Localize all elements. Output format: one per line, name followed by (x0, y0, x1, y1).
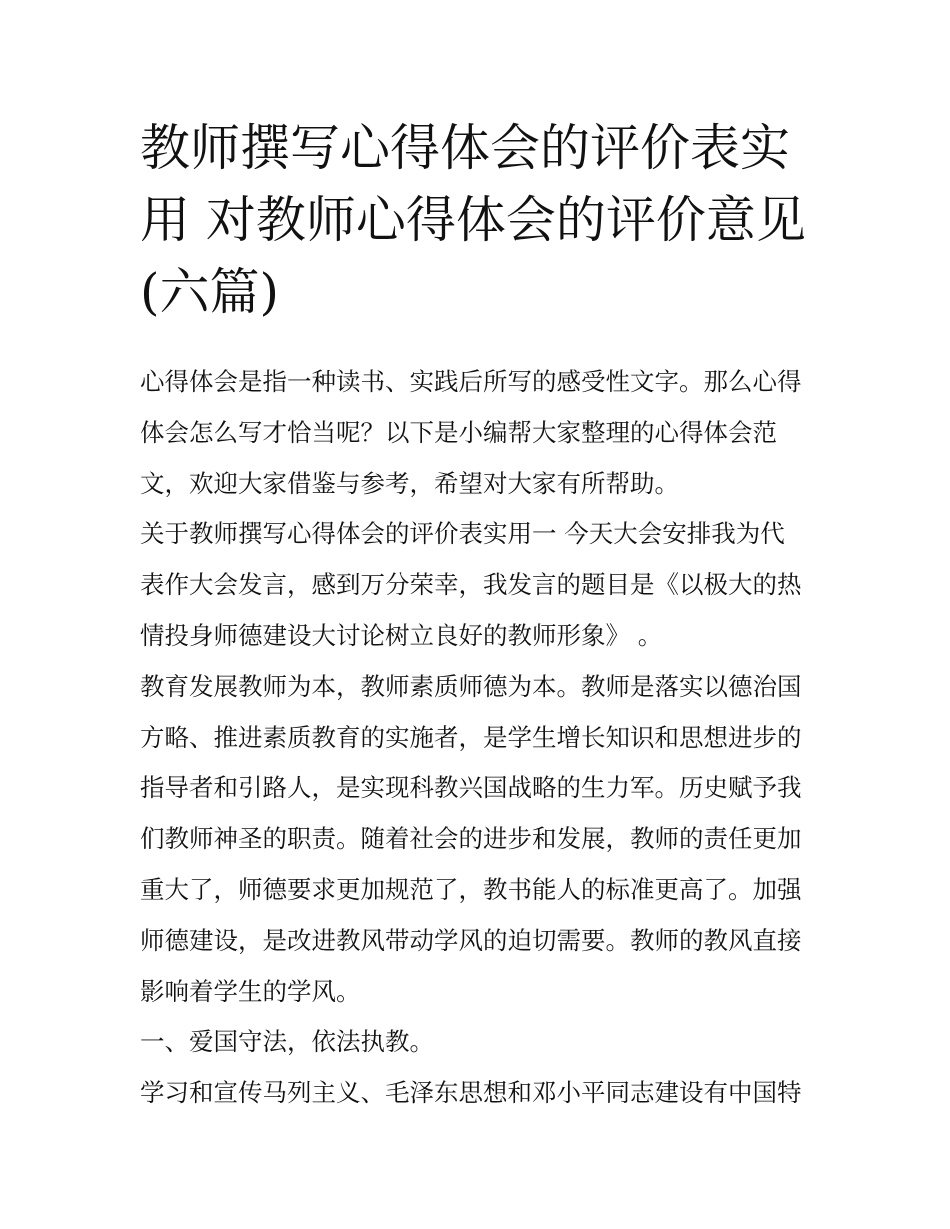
body-line: 教育发展教师为本，教师素质师德为本。教师是落实以德治国 (140, 671, 802, 701)
body-line: 体会怎么写才恰当呢？以下是小编帮大家整理的心得体会范 (140, 417, 777, 447)
body-line: 一、爱国守法，依法执教。 (140, 1027, 434, 1057)
document-title (140, 112, 820, 328)
body-line: 学习和宣传马列主义、毛泽东思想和邓小平同志建设有中国特 (140, 1078, 802, 1108)
body-line: 情投身师德建设大讨论树立良好的教师形象》 。 (140, 620, 663, 650)
title-line: 用 对教师心得体会的评价意见 (140, 191, 806, 249)
body-line: 方略、推进素质教育的实施者，是学生增长知识和思想进步的 (140, 722, 802, 752)
body-line: 关于教师撰写心得体会的评价表实用一 今天大会安排我为代 (140, 519, 785, 549)
body-line: 影响着学生的学风。 (140, 976, 361, 1006)
body-line: 们教师神圣的职责。随着社会的进步和发展，教师的责任更加 (140, 824, 802, 854)
body-line: 心得体会是指一种读书、实践后所写的感受性文字。那么心得 (140, 367, 802, 396)
body-line: 表作大会发言，感到万分荣幸，我发言的题目是《以极大的热 (140, 570, 802, 600)
title-line: (六篇) (140, 263, 280, 321)
title-line: 教师撰写心得体会的评价表实 (140, 119, 790, 177)
body-line: 文，欢迎大家借鉴与参考，希望对大家有所帮助。 (140, 468, 679, 498)
body-line: 指导者和引路人，是实现科教兴国战略的生力军。历史赋予我 (140, 773, 802, 803)
body-line: 重大了，师德要求更加规范了，教书能人的标准更高了。加强 (140, 874, 802, 904)
document-body (140, 357, 820, 1119)
body-line: 师德建设，是改进教风带动学风的迫切需要。教师的教风直接 (140, 925, 802, 955)
